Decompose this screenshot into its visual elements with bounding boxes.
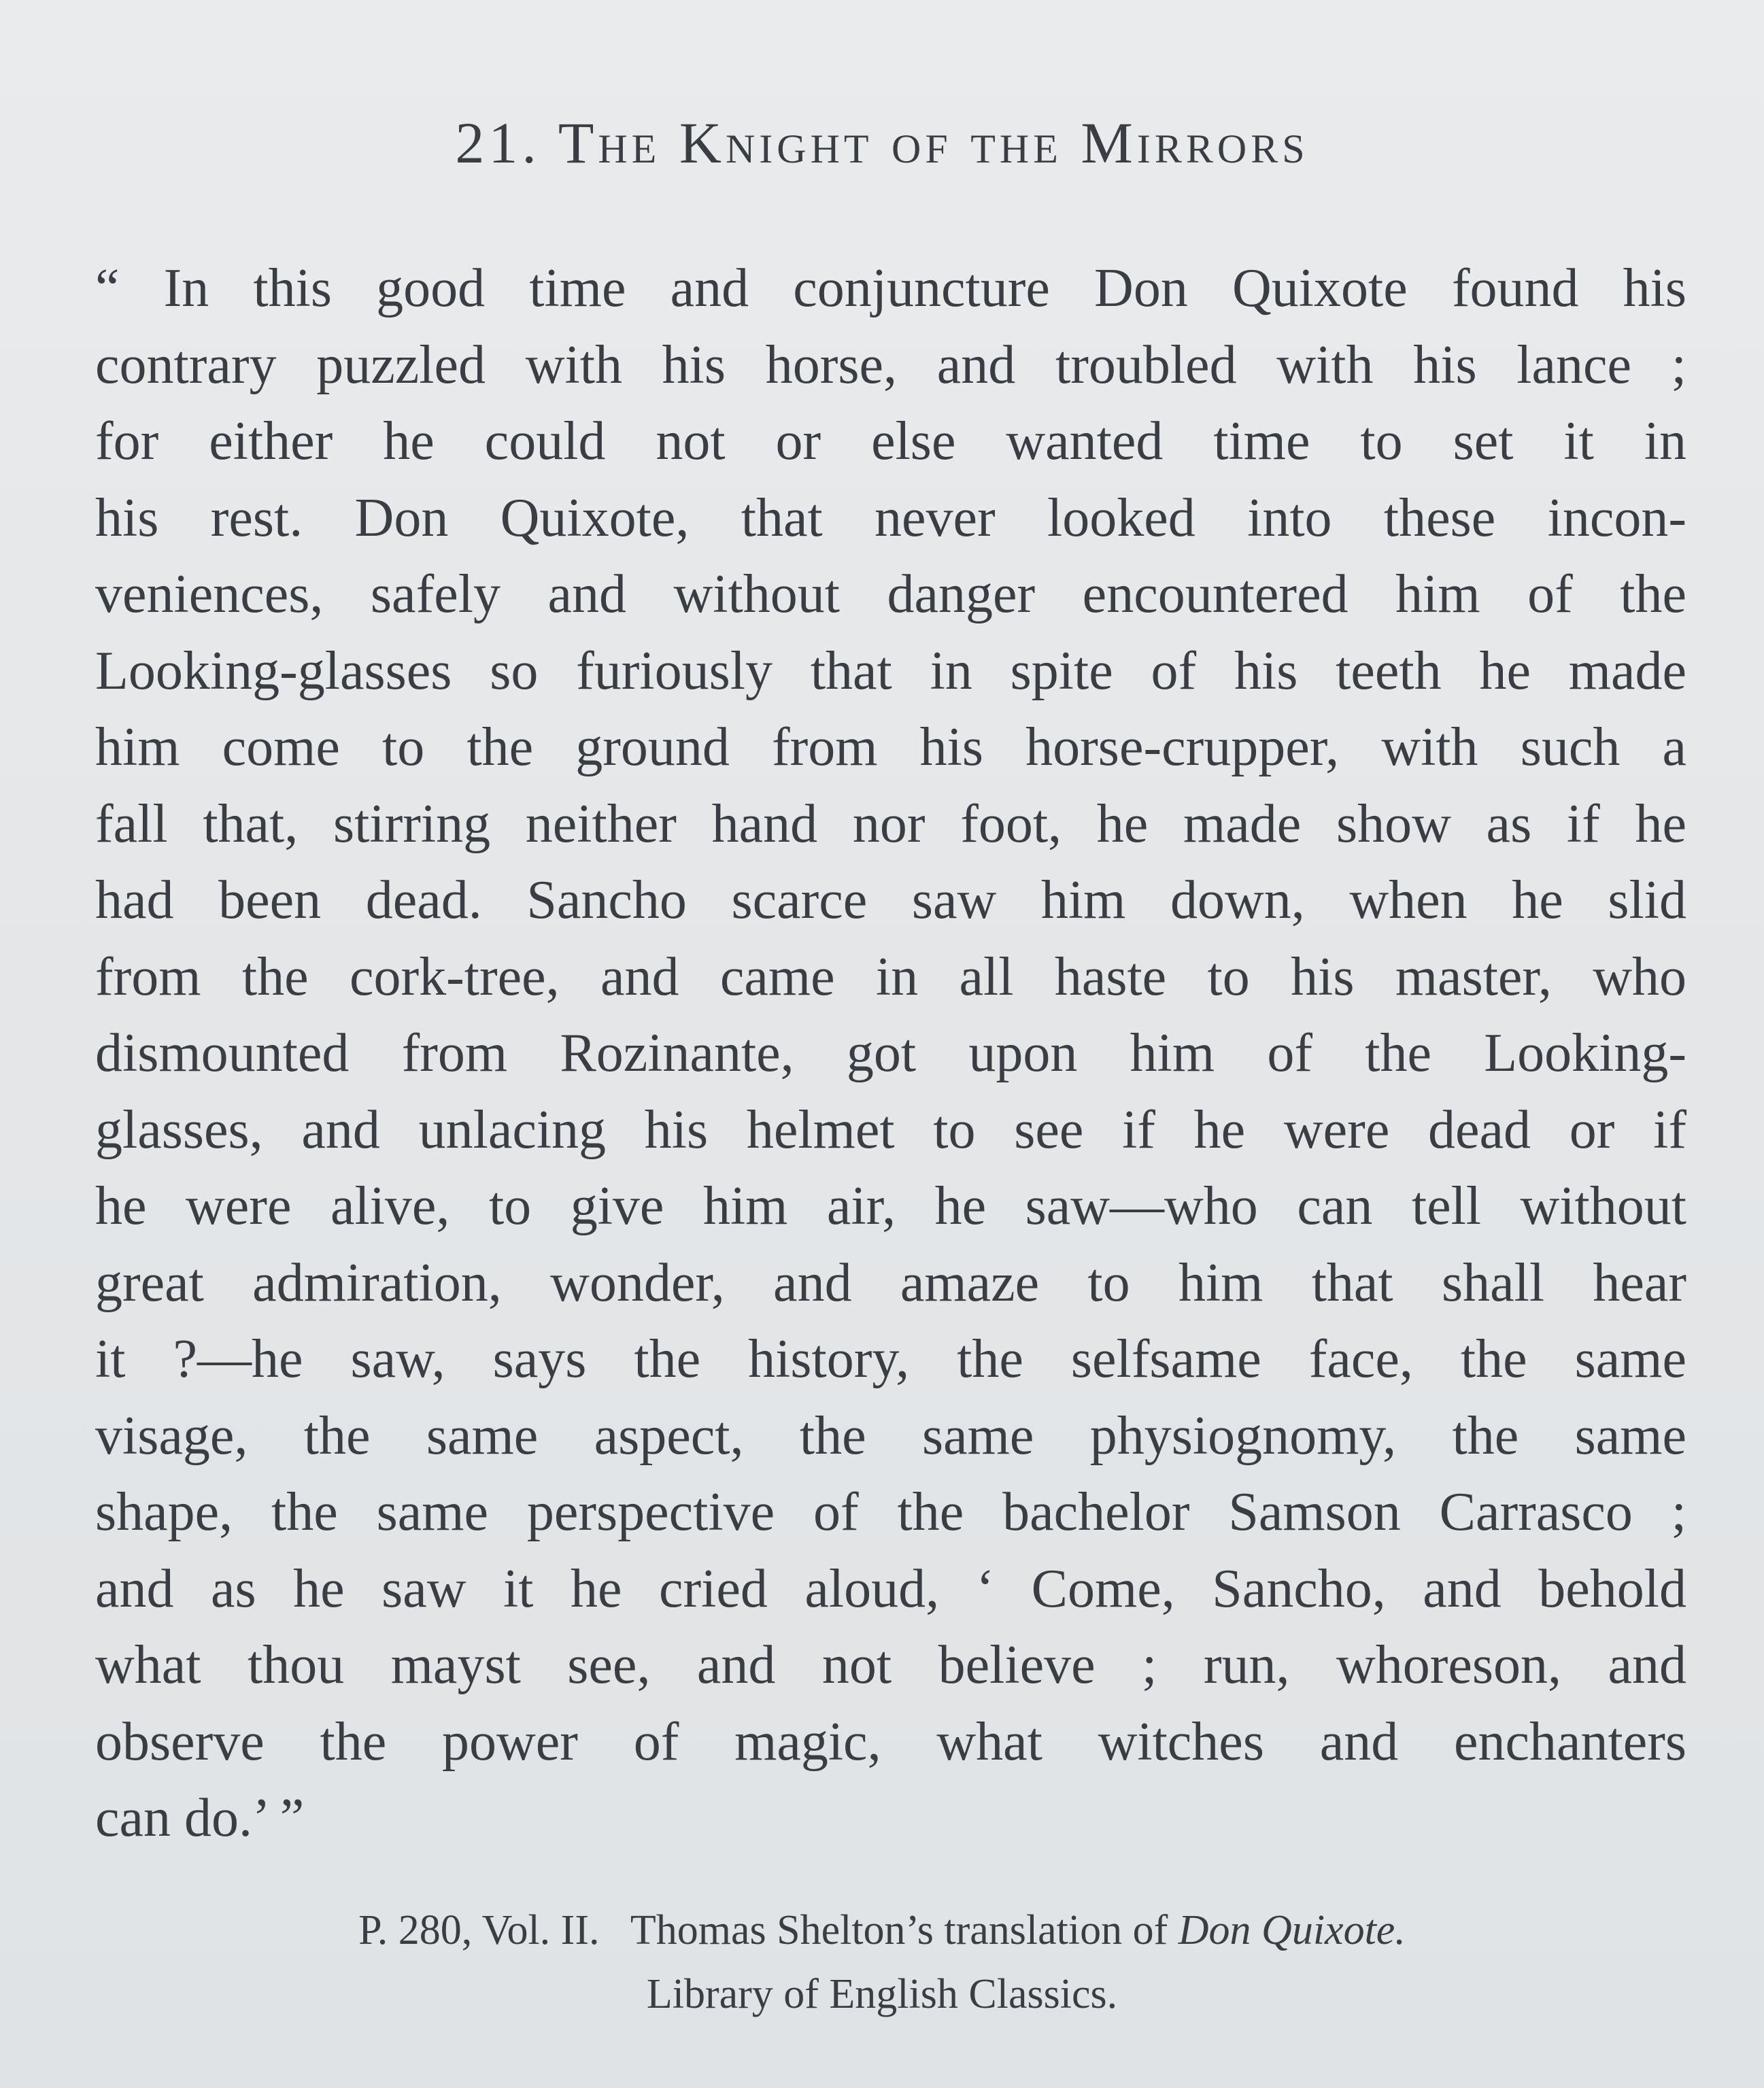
body-line: fall that, stirring neither hand nor foot, he made show as if he: [95, 793, 1686, 854]
body-line: visage, the same aspect, the same physiognomy, the same: [95, 1405, 1686, 1466]
caption-translation: Thomas Shelton’s translation of: [630, 1907, 1168, 1953]
caption-series: Library of English Classics.: [646, 1971, 1118, 2017]
body-line: for either he could not or else wanted time to set it in: [95, 411, 1686, 471]
caption-work-title: Don Quixote.: [1178, 1907, 1406, 1953]
body-line: and as he saw it he cried aloud, ‘ Come, Sancho, and behold: [95, 1558, 1686, 1619]
body-line: glasses, and unlacing his helmet to see if he were dead or if: [95, 1099, 1686, 1160]
body-line: veniences, safely and without danger encountered him of the: [95, 564, 1686, 624]
body-line: had been dead. Sancho scarce saw him down, when he slid: [95, 870, 1686, 930]
body-line: he were alive, to give him air, he saw—who can tell without: [95, 1176, 1686, 1236]
source-caption: [0, 1898, 1764, 2026]
caption-line-1: [0, 1898, 1764, 1962]
body-line: great admiration, wonder, and amaze to him that shall hear: [95, 1252, 1686, 1313]
body-line: what thou mayst see, and not believe ; run, whoreson, and: [95, 1635, 1686, 1695]
quotation-body: [95, 250, 1686, 1857]
body-line: from the cork-tree, and came in all haste to his master, who: [95, 946, 1686, 1007]
body-line: shape, the same perspective of the bachelor Samson Carrasco ;: [95, 1482, 1686, 1542]
body-line-last: can do.’ ”: [95, 1788, 305, 1848]
caption-reference: P. 280, Vol. II.: [358, 1907, 600, 1953]
body-line: “ In this good time and conjuncture Don Quixote found his: [95, 258, 1686, 318]
chapter-heading: 21. The Knight of the Mirrors: [455, 110, 1309, 175]
body-line: observe the power of magic, what witches and enchanters: [95, 1711, 1686, 1772]
body-line: him come to the ground from his horse-crupper, with such a: [95, 717, 1686, 777]
body-line: it ?—he saw, says the history, the selfsame face, the same: [95, 1329, 1686, 1389]
body-line: contrary puzzled with his horse, and troubled with his lance ;: [95, 335, 1686, 395]
body-line: his rest. Don Quixote, that never looked into these incon-: [95, 487, 1686, 548]
body-line: Looking-glasses so furiously that in spite of his teeth he made: [95, 640, 1686, 701]
body-line: dismounted from Rozinante, got upon him of the Looking-: [95, 1023, 1686, 1083]
